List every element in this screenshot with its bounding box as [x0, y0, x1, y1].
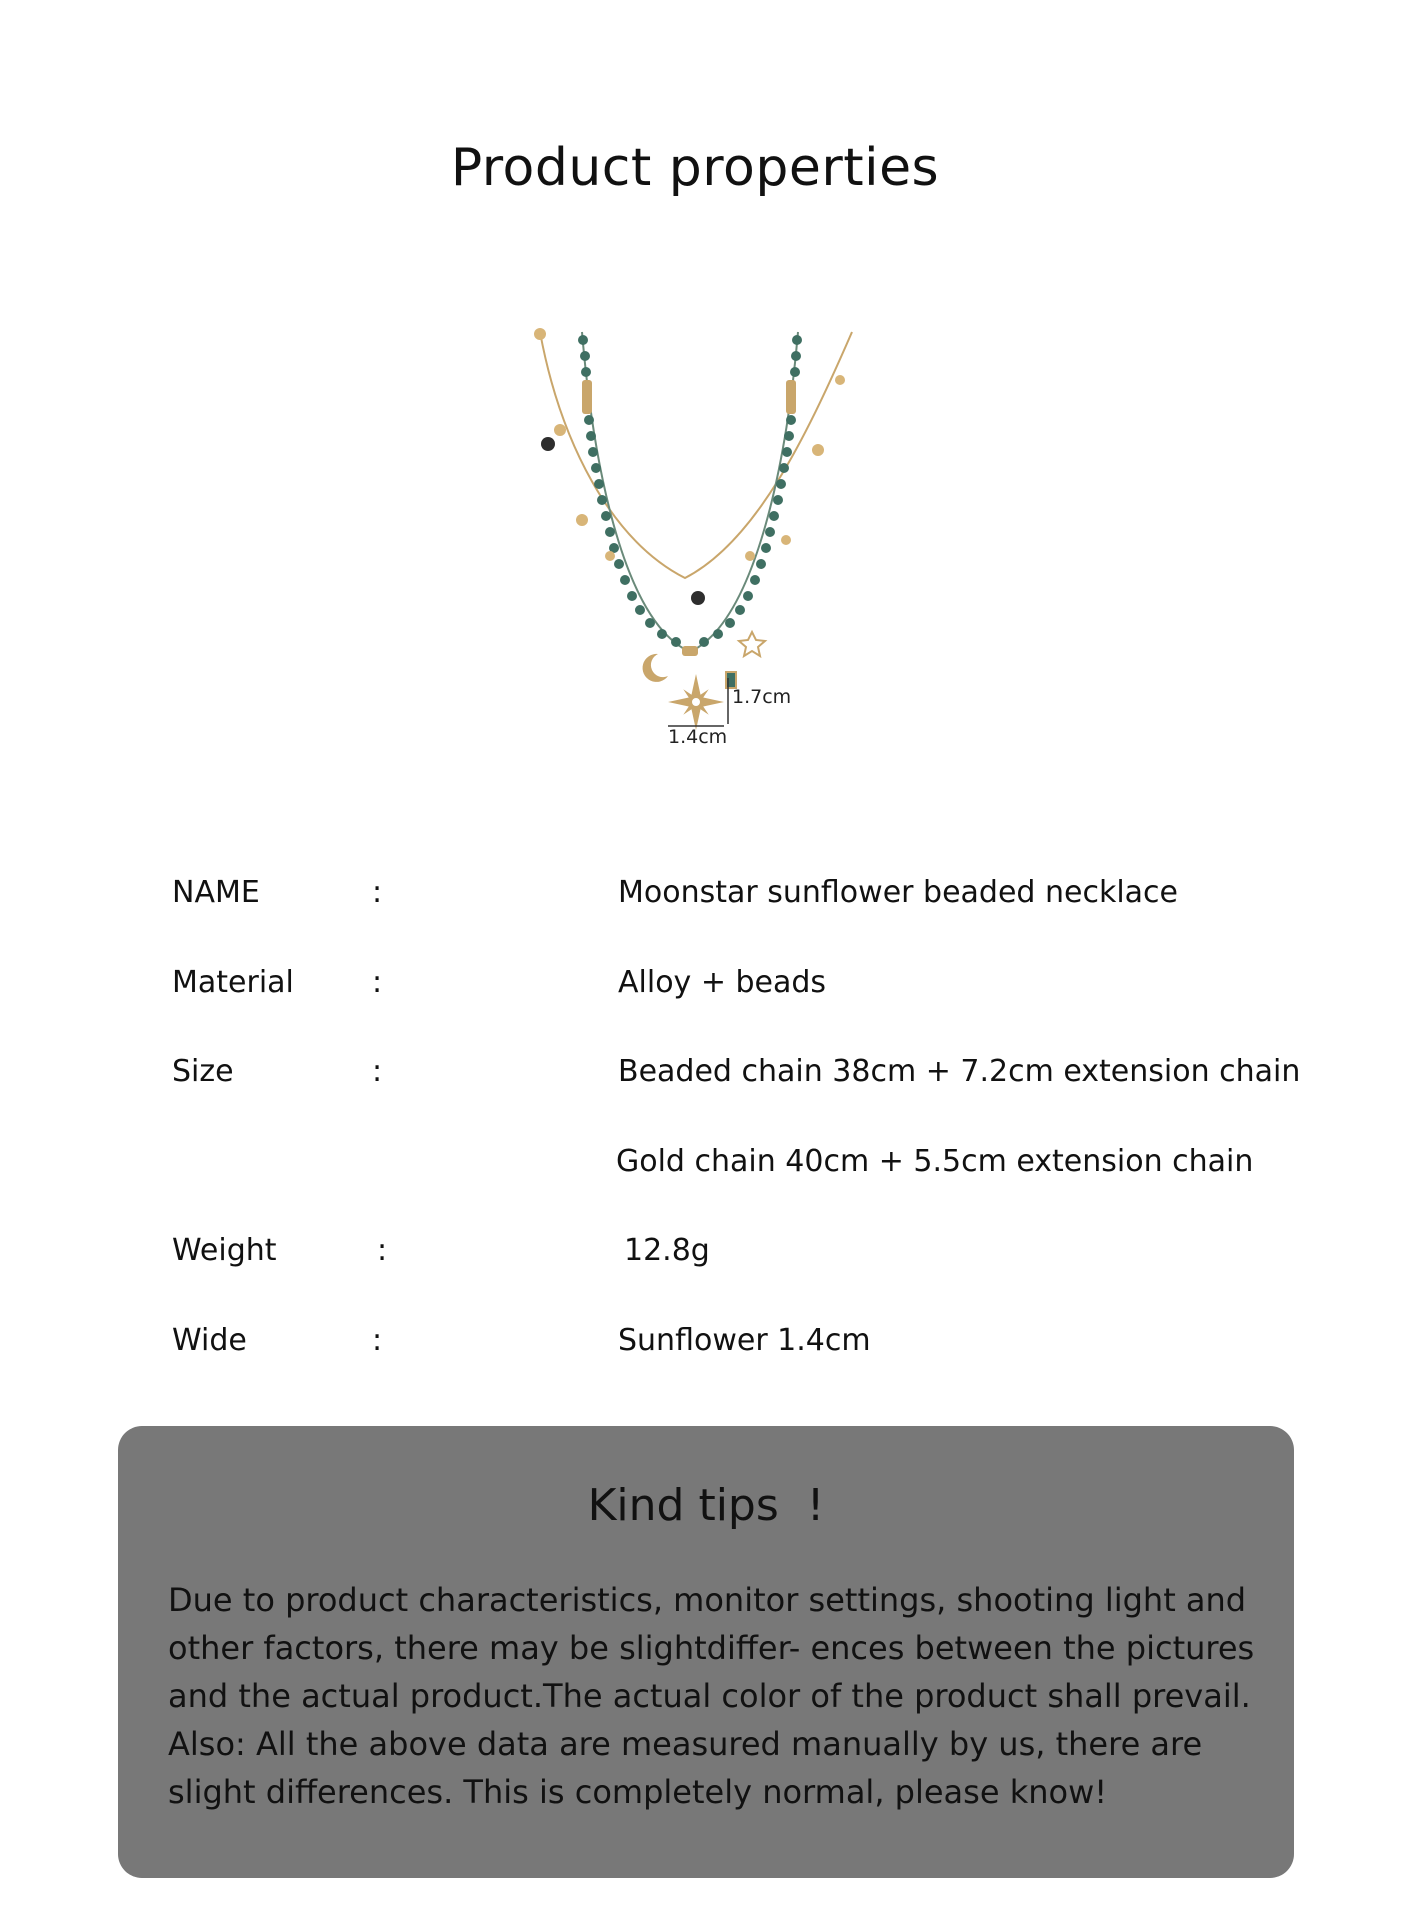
property-row-name [172, 868, 1322, 918]
property-colon: : [372, 875, 383, 910]
property-colon: : [372, 965, 383, 1000]
property-colon: : [377, 1233, 388, 1268]
property-value: Sunflower 1.4cm [618, 1323, 871, 1358]
pendant-width-label: 1.4cm [668, 726, 728, 748]
property-colon: : [372, 1054, 383, 1089]
property-colon: : [372, 1323, 383, 1358]
property-row-weight [172, 1226, 1322, 1276]
property-row-size [172, 1047, 1322, 1097]
property-value: Beaded chain 38cm + 7.2cm extension chain [618, 1054, 1301, 1089]
page-title: Product properties [450, 138, 940, 198]
property-key: Wide [172, 1323, 247, 1358]
necklace-icon [500, 320, 880, 760]
property-value: Gold chain 40cm + 5.5cm extension chain [616, 1144, 1254, 1179]
property-row-wide [172, 1316, 1322, 1366]
property-value: Alloy + beads [618, 965, 827, 1000]
property-key: Material [172, 965, 294, 1000]
property-row-size-extra [172, 1137, 1322, 1187]
property-row-material [172, 958, 1322, 1008]
kind-tips-text: Due to product characteristics, monitor settings, shooting light and other factors, there may be slightdiffer- ences between the pictures and the actual product.The actual color of the product shall prevail. Also: All the above data are measured manually by us, there are slight differences. This is completely normal, please know! [168, 1581, 1255, 1811]
pendant-height-label: 1.7cm [732, 686, 792, 708]
product-image [500, 320, 880, 760]
property-key: NAME [172, 875, 260, 910]
property-key: Weight [172, 1233, 277, 1268]
property-value: 12.8g [624, 1233, 710, 1268]
kind-tips-title: Kind tips ! [587, 1480, 825, 1531]
property-value: Moonstar sunflower beaded necklace [618, 875, 1178, 910]
kind-tips-panel [118, 1426, 1294, 1878]
property-key: Size [172, 1054, 234, 1089]
